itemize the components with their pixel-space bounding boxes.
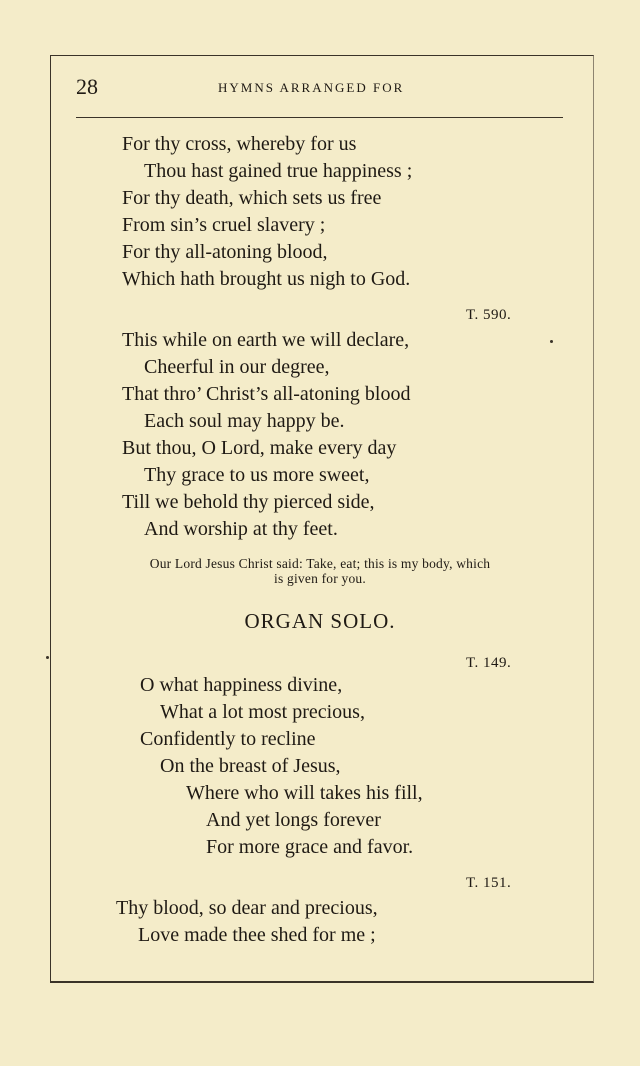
scripture-quote — [70, 556, 570, 586]
hymn-line: And yet longs forever — [206, 809, 381, 831]
hymn-line: And worship at thy feet. — [144, 518, 338, 540]
hymn-line: Thy blood, so dear and precious, — [116, 897, 378, 919]
hymn-line: Confidently to recline — [140, 728, 316, 750]
hymn-line: From sin’s cruel slavery ; — [122, 214, 326, 236]
hymn-line: Each soul may happy be. — [144, 410, 345, 432]
section-title: ORGAN SOLO. — [244, 609, 396, 633]
ink-speck — [550, 340, 553, 343]
hymn-line: O what happiness divine, — [140, 674, 343, 696]
hymn-line: Thou hast gained true happiness ; — [144, 160, 413, 182]
hymn-line: Thy grace to us more sweet, — [144, 464, 370, 486]
ink-speck — [46, 656, 49, 659]
hymn-line: Love made thee shed for me ; — [138, 924, 376, 946]
tune-number: T. 151. — [466, 875, 512, 891]
page-number: 28 — [76, 74, 98, 99]
hymn-line: What a lot most precious, — [160, 701, 365, 723]
hymn-line: Till we behold thy pierced side, — [122, 491, 375, 513]
header-rule — [76, 117, 563, 118]
hymn-line: This while on earth we will declare, — [122, 329, 410, 351]
hymn-line: Cheerful in our degree, — [144, 356, 330, 378]
hymn-line: On the breast of Jesus, — [160, 755, 341, 777]
hymn-line: For thy death, which sets us free — [122, 187, 382, 209]
hymn-line: For more grace and favor. — [206, 836, 414, 858]
running-title: HYMNS ARRANGED FOR — [218, 80, 405, 95]
hymn-line: For thy all-atoning blood, — [122, 241, 328, 263]
tune-number: T. 590. — [466, 307, 512, 323]
hymn-line: Which hath brought us nigh to God. — [122, 268, 411, 290]
tune-number: T. 149. — [466, 655, 512, 671]
hymn-line: Where who will takes his fill, — [186, 782, 423, 804]
hymn-line: That thro’ Christ’s all-atoning blood — [122, 383, 411, 405]
scripture-line: is given for you. — [274, 571, 366, 586]
scripture-line: Our Lord Jesus Christ said: Take, eat; this is my body, which — [149, 556, 491, 571]
hymn-line: But thou, O Lord, make every day — [122, 437, 397, 459]
hymn-line: For thy cross, whereby for us — [122, 133, 357, 155]
